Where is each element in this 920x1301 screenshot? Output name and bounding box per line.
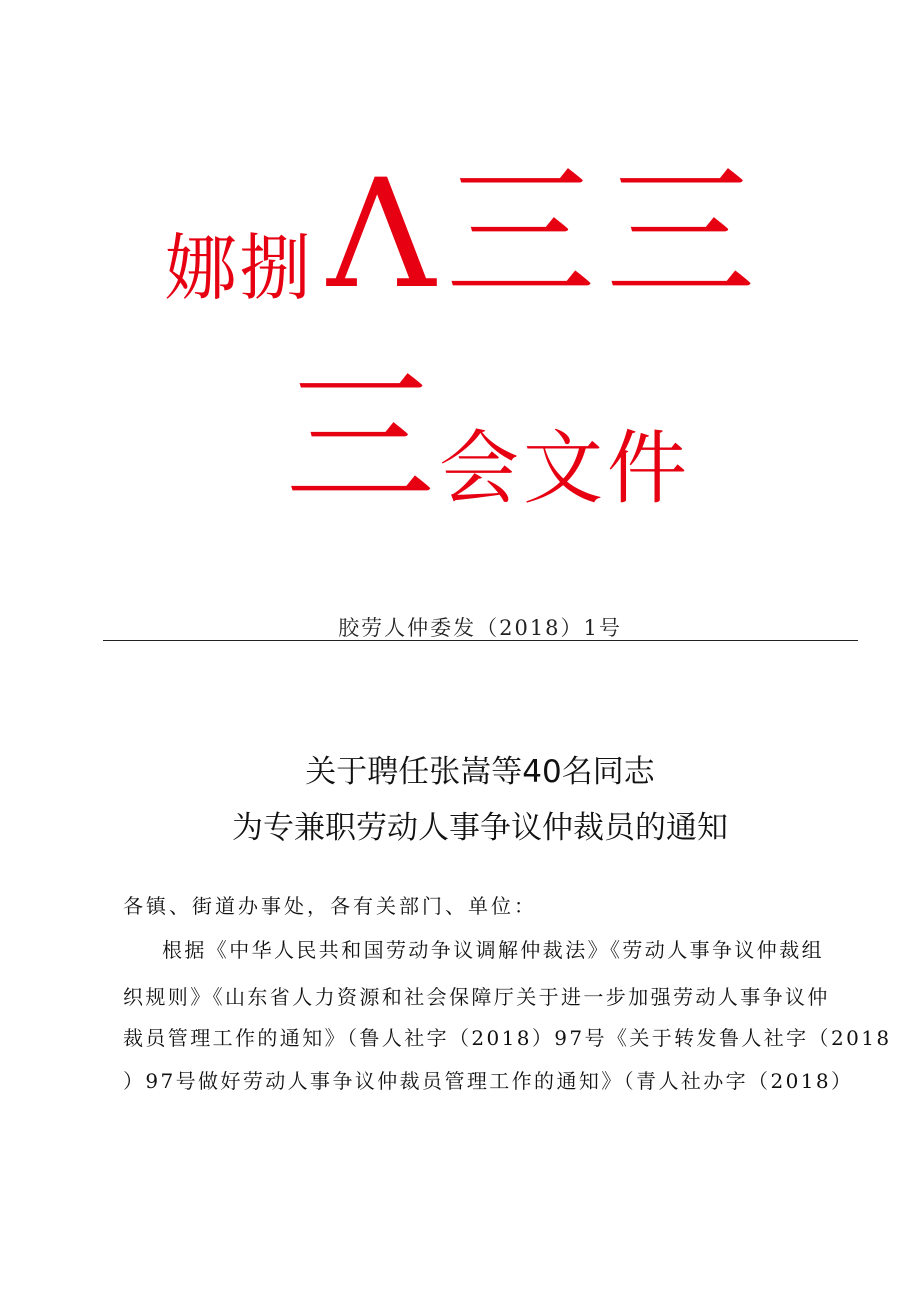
document-title-line-2: 为专兼职劳动人事争议仲裁员的通知 xyxy=(232,810,728,846)
document-title-line-1: 关于聘任张嵩等40名同志 xyxy=(305,754,655,790)
document-number: 胶劳人仲委发（2018）1号 xyxy=(338,616,622,640)
header-text-small: 娜捌 xyxy=(165,226,314,310)
header-divider xyxy=(103,640,858,641)
header-text-big: 三 xyxy=(285,353,440,527)
body-line-4: ）97号做好劳动人事争议仲裁员管理工作的通知》（青人社办字（2018） xyxy=(123,1069,854,1093)
salutation: 各镇、街道办事处，各有关部门、单位： xyxy=(123,894,537,918)
body-line-3: 裁员管理工作的通知》（鲁人社字（2018）97号《关于转发鲁人社字（2018 xyxy=(123,1026,892,1050)
header-text-small: 会文件 xyxy=(439,422,692,515)
red-header-line-1 xyxy=(165,148,766,322)
body-line-2: 织规则》《山东省人力资源和社会保障厅关于进一步加强劳动人事争议仲 xyxy=(123,985,830,1009)
header-text-big: Λ三三 xyxy=(327,148,766,322)
red-header-line-2 xyxy=(285,353,692,527)
body-line-1: 根据《中华人民共和国劳动争议调解仲裁法》《劳动人事争议仲裁组 xyxy=(162,938,824,962)
